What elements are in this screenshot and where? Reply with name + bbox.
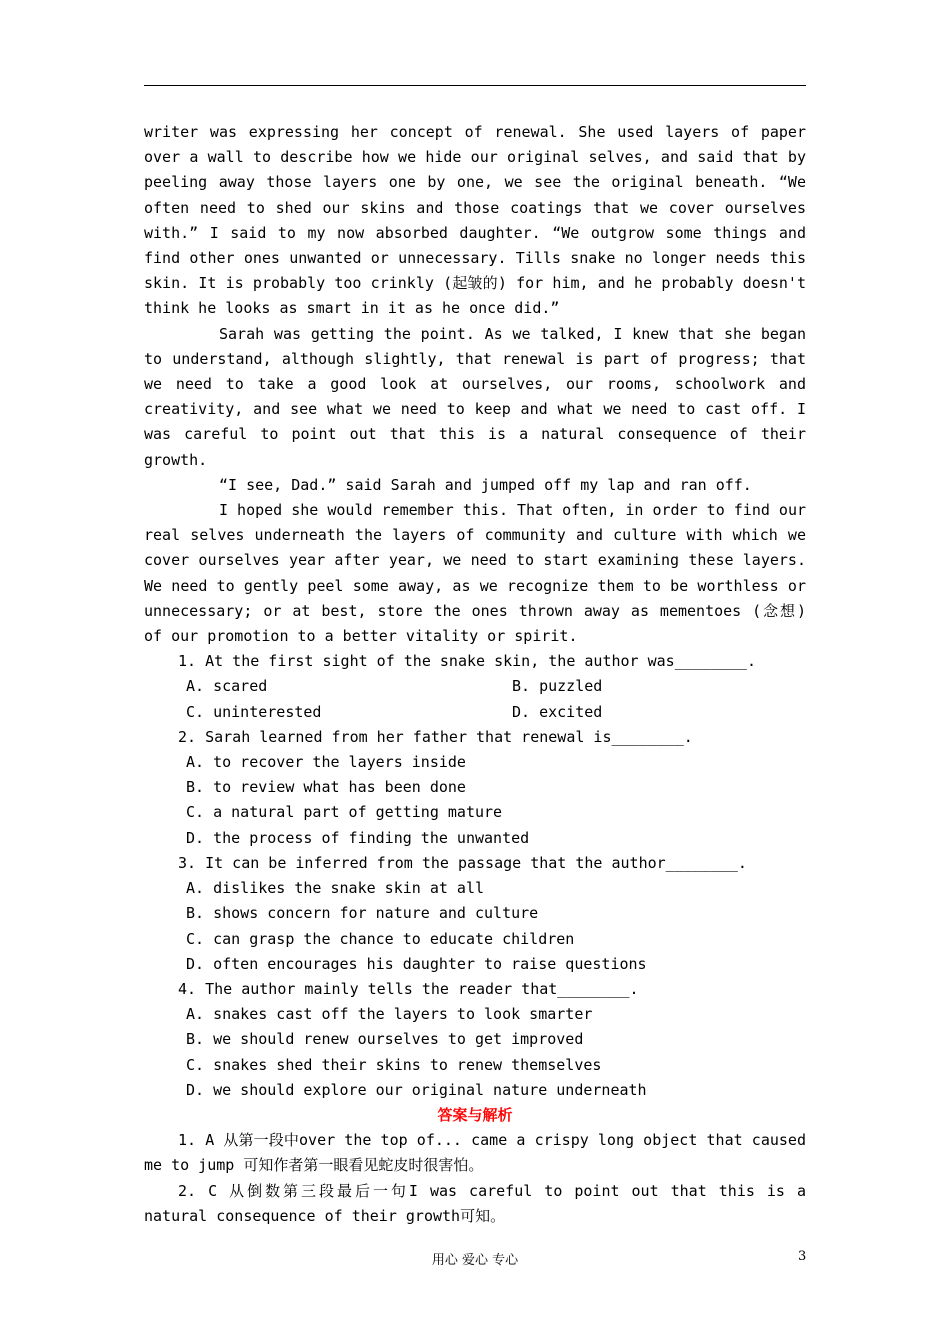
option-d: D. excited xyxy=(512,702,603,721)
answer-section-title: 答案与解析 xyxy=(437,1105,513,1124)
paragraph-3: “I see, Dad.” said Sarah and jumped off my lap and ran off. xyxy=(219,475,752,494)
option-b: B. shows concern for nature and culture xyxy=(186,904,539,923)
question-4 xyxy=(144,977,806,1103)
option-c: C. uninterested xyxy=(186,702,322,721)
question-3 xyxy=(144,851,806,977)
question-stem: 2. Sarah learned from her father that renewal is________. xyxy=(178,727,693,746)
paragraph-4: I hoped she would remember this. That often, in order to find our real selves underneath the layers of community and culture with which we cover ourselves year after year, we need to start examining these layers. We need to gently peel some away, as we recognize them to be worthless or unnecessary; or at best, store the ones thrown away as mementoes (念想) of our promotion to a better vitality or spirit. xyxy=(144,501,806,646)
question-stem: 1. At the first sight of the snake skin, the author was________. xyxy=(178,652,756,671)
option-b: B. we should renew ourselves to get improved xyxy=(186,1030,584,1049)
option-b: B. to review what has been done xyxy=(186,778,466,797)
option-a: A. scared xyxy=(186,677,268,696)
answer-2: 2. C 从倒数第三段最后一句I was careful to point out that this is a natural consequence of their growth可知。 xyxy=(144,1181,806,1225)
page-number: 3 xyxy=(798,1249,807,1264)
option-c: C. a natural part of getting mature xyxy=(186,803,503,822)
option-row xyxy=(144,700,806,725)
option-b: B. puzzled xyxy=(512,677,603,696)
option-d: D. the process of finding the unwanted xyxy=(186,828,530,847)
footer-motto: 用心 爱心 专心 xyxy=(431,1253,519,1268)
option-d: D. we should explore our original nature underneath xyxy=(186,1080,647,1099)
question-2 xyxy=(144,725,806,851)
option-row xyxy=(144,674,806,699)
page-content xyxy=(144,120,806,1229)
question-stem: 4. The author mainly tells the reader that________. xyxy=(178,979,639,998)
option-c: C. snakes shed their skins to renew themselves xyxy=(186,1055,602,1074)
paragraph-2: Sarah was getting the point. As we talked, I knew that she began to understand, although slightly, that renewal is part of progress; that we need to take a good look at ourselves, our rooms, schoolwork and creativity, and see what we need to keep and what we need to cast off. I was careful to point out that this is a natural consequence of their growth. xyxy=(144,324,806,469)
option-a: A. snakes cast off the layers to look smarter xyxy=(186,1005,593,1024)
header-rule xyxy=(144,85,806,86)
paragraph-1: writer was expressing her concept of renewal. She used layers of paper over a wall to describe how we hide our original selves, and said that by peeling away those layers one by one, we see the original beneath. “We often need to shed our skins and those coatings that we cover ourselves with.” I said to my now absorbed daughter. “We outgrow some things and find other ones unwanted or unnecessary. Tills snake no longer needs this skin. It is probably too crinkly (起皱的) for him, and he probably doesn't think he looks as smart in it as he once did.” xyxy=(144,123,806,318)
question-1 xyxy=(144,649,806,725)
option-a: A. dislikes the snake skin at all xyxy=(186,879,485,898)
option-d: D. often encourages his daughter to raise questions xyxy=(186,954,647,973)
page-footer xyxy=(0,1249,950,1269)
option-a: A. to recover the layers inside xyxy=(186,753,466,772)
option-c: C. can grasp the chance to educate children xyxy=(186,929,575,948)
answer-1: 1. A 从第一段中over the top of... came a crispy long object that caused me to jump 可知作者第一眼看见蛇皮时很害怕。 xyxy=(144,1131,806,1175)
question-stem: 3. It can be inferred from the passage that the author________. xyxy=(178,853,747,872)
